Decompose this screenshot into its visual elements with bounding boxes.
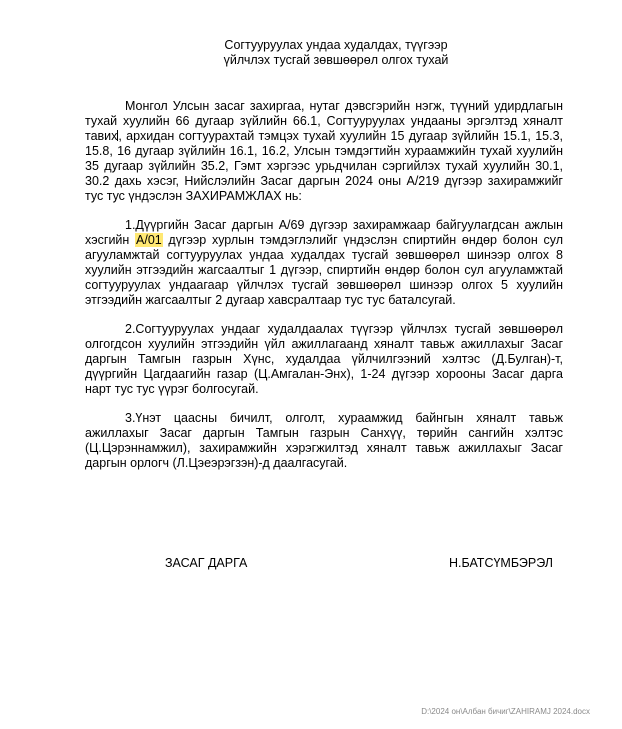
intro-text-after-cursor: , архидан согтуурахтай тэмцэх тухай хуулийн 15 дугаар зүйлийн 15.1, 15.3, 15.8, 16 дугаар зүйлийн 16.1, 16.2, Улсын тэмдэгтийн хураамжийн тухай хуулийн 35 дугаар зүйлийн 35.2, Гэмт хэргээс урьдчилан сэргийлэх тухай хуулийн 30.1, 30.2 дахь хэсэг, Нийслэлийн Засаг даргын 2024 оны А/219 дүгээр захирамжийг тус тус үндэслэн ЗАХИРАМЖЛАХ нь: bbox=[85, 129, 563, 203]
item-2-paragraph[interactable]: 2.Согтууруулах ундааг худалдаалах түүгээр үйлчлэх тусгай зөвшөөрөл олгогдсон хуулийн этгээдийн үйл ажиллагаанд хяналт тавьж ажиллахыг Засаг даргын Тамгын газрын Хүнс, худалдаа үйлчилгээний хэлтэс (Д.Булган)-т, дүүргийн Цагдаагийн газар (Ц.Амгалан-Энх), 1-24 дүгээр хорооны Засаг дарга нарт тус тус үүрэг болгосугай. bbox=[85, 322, 563, 396]
signer-role: ЗАСАГ ДАРГА bbox=[165, 556, 248, 570]
signer-name: Н.БАТСҮМБЭРЭЛ bbox=[449, 556, 553, 570]
highlighted-text: А/01 bbox=[136, 233, 162, 247]
signature-row bbox=[85, 556, 563, 571]
document-title-line-1[interactable]: Согтууруулах ундаа худалдах, түүгээр bbox=[224, 38, 448, 52]
item-1-text-after-highlight: дүгээр хурлын тэмдэглэлийг үндэслэн спиртийн өндөр болон сул агууламжтай согтууруулах ундаа худалдах тусгай зөвшөөрөл шинээр олгох 8 хуулийн этгээдийн жагсаалтыг 1 дүгээр, спиртийн өндөр болон сул агууламжтай согтууруулах ундаагаар үйлчлэх тусгай зөвшөөрөл шинээр олгох 5 хуулийн этгээдийн жагсаалтыг 2 дугаар хавсралтаар тус тус баталсугай. bbox=[85, 233, 563, 307]
document-title bbox=[97, 38, 575, 68]
document-title-line-2[interactable]: үйлчлэх тусгай зөвшөөрөл олгох тухай bbox=[223, 53, 449, 67]
item-3-paragraph[interactable]: 3.Үнэт цаасны бичилт, олголт, хураамжид байнгын хяналт тавьж ажиллахыг Засаг даргын Тамгын газрын Санхүү, төрийн сангийн хэлтэс (Ц.Цэрэннамжил), захирамжийн хэрэгжилтэд хяналт тавьж ажиллахыг Засаг даргын орлогч (Л.Цэеэрэгзэн)-д даалгасугай. bbox=[85, 411, 563, 470]
item-1-text-before-highlight: 1.Дүүргийн Засаг даргын А/69 дүгээр захирамжаар байгуулагдсан ажлын хэсгийн bbox=[85, 218, 563, 247]
file-path-footer: D:\2024 он\Албан бичиг\ZAHIRAMJ 2024.docx bbox=[421, 707, 590, 716]
item-1-paragraph[interactable] bbox=[85, 218, 563, 308]
intro-text-before-cursor: Монгол Улсын засаг захиргаа, нутаг дэвсгэрийн нэгж, түүний удирдлагын тухай хуулийн 66 дугаар зүйлийн 66.1, Согтууруулах ундааны эргэлтэд хяналт тавих bbox=[85, 99, 563, 143]
intro-paragraph[interactable] bbox=[85, 99, 563, 204]
